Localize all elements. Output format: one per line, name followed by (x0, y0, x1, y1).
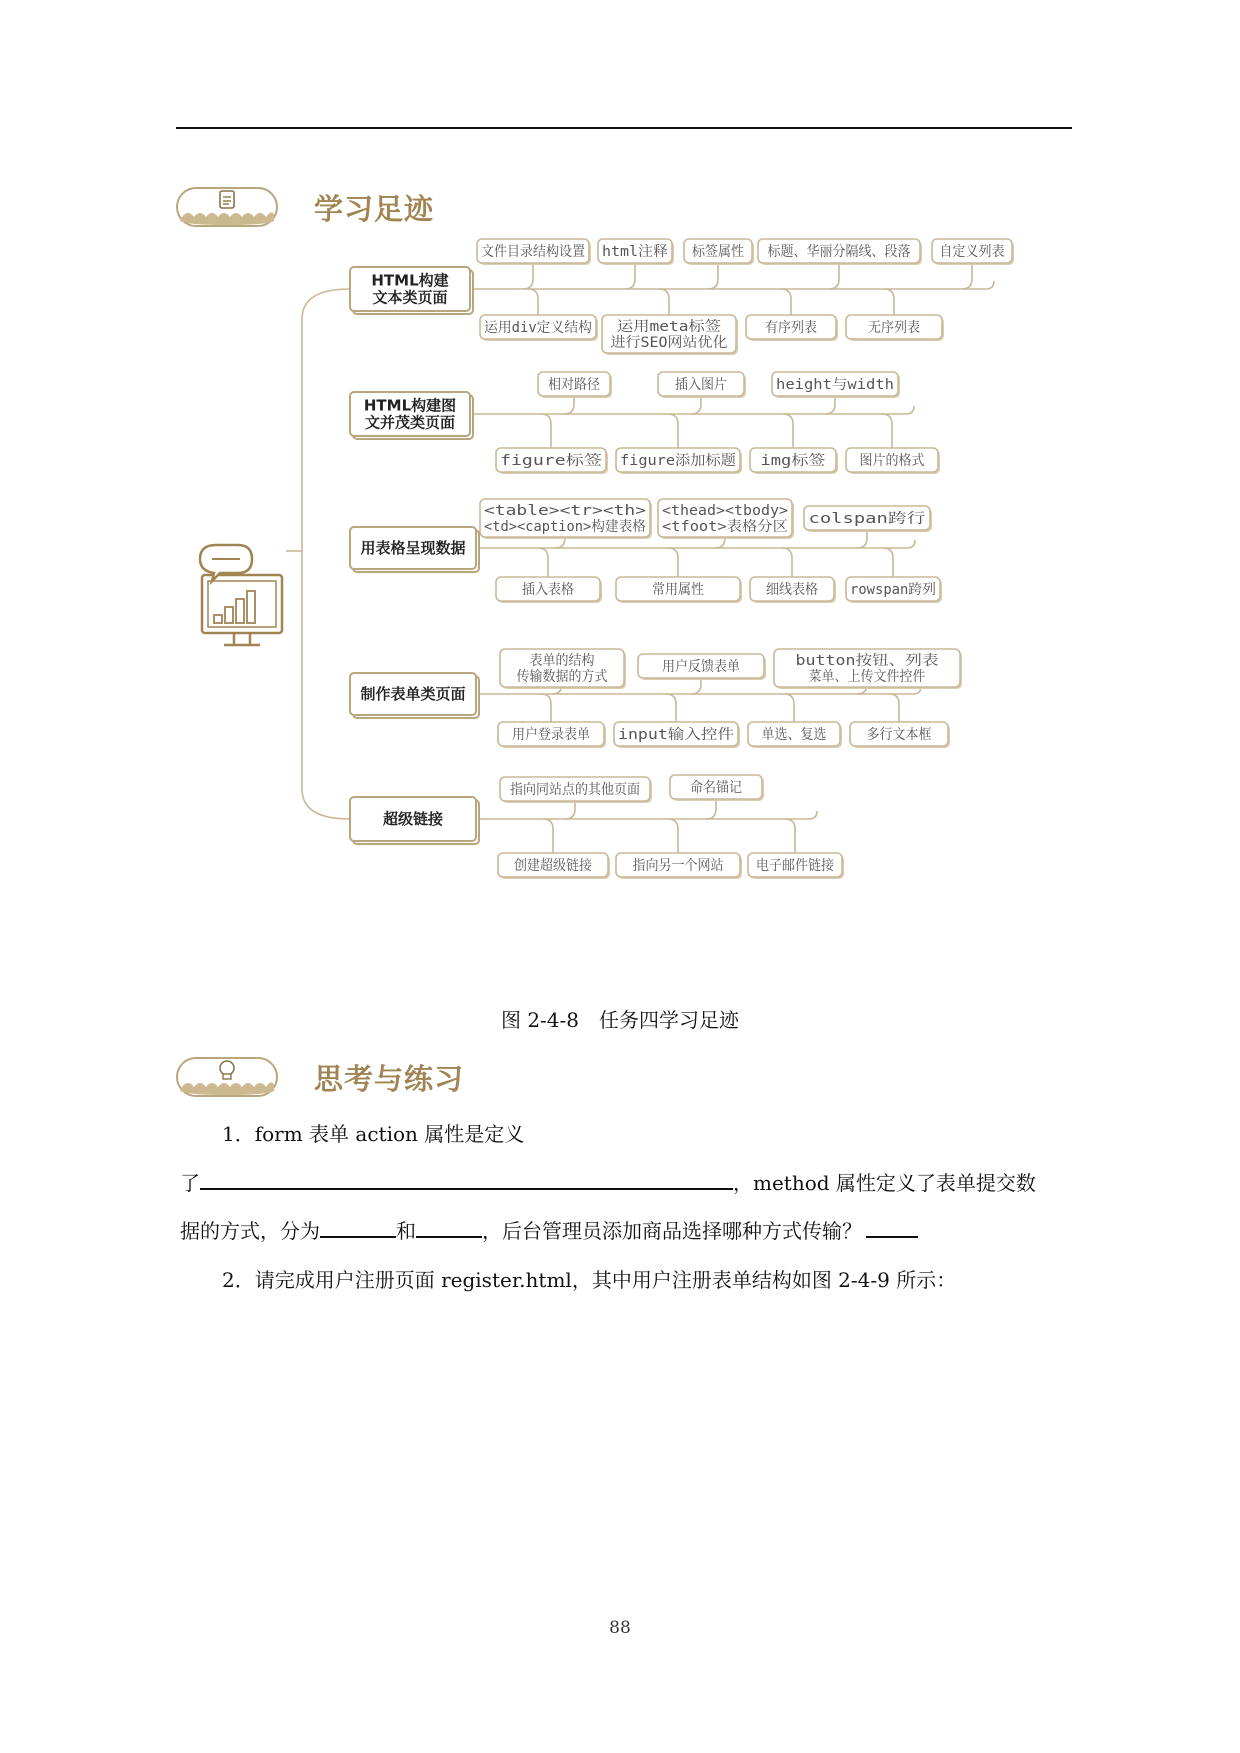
mind-map-node (477, 239, 591, 265)
node-label: figure添加标题 (620, 453, 727, 469)
node-label: rowspan跨列 (850, 582, 936, 598)
mind-map-node (500, 649, 626, 689)
node-label: height与width (776, 377, 894, 393)
category-label: HTML构建 (371, 271, 449, 290)
mind-map-node (498, 853, 610, 879)
section-title: 学习足迹 (314, 192, 435, 226)
mind-map-node (846, 577, 942, 603)
answer-blank[interactable] (200, 1170, 733, 1190)
chat-chart-monitor-icon (200, 545, 282, 645)
node-label: 细线表格 (766, 582, 822, 598)
mind-map-node (616, 577, 742, 603)
question-1-text: ，method 属性定义了表单提交数 (733, 1171, 1036, 1195)
mind-map-node (932, 239, 1014, 265)
node-label: 图片的格式 (859, 453, 930, 469)
mind-map-node (684, 239, 754, 265)
node-label: 运用meta标签 (617, 319, 707, 335)
mind-map-node (758, 239, 922, 265)
mind-map-node (750, 577, 836, 603)
category-label: HTML构建图 (363, 396, 457, 415)
node-label: 用户反馈表单 (662, 659, 746, 675)
node-label: 多行文本框 (866, 727, 937, 743)
clipboard-icon (176, 187, 278, 227)
question-1-line-3 (180, 1215, 918, 1244)
node-label: <table><tr><th> (484, 503, 646, 519)
question-1-text: ，后台管理员添加商品选择哪种方式传输？ (482, 1219, 862, 1243)
mind-map-node (616, 448, 742, 474)
node-label: 传输数据的方式 (516, 669, 615, 685)
mind-map-node (850, 722, 950, 748)
mind-map-node (614, 722, 740, 748)
node-label: 插入图片 (675, 377, 731, 393)
node-label: 文件目录结构设置 (481, 244, 593, 260)
node-label: <tfoot>表格分区 (662, 519, 778, 535)
question-1-text: 了 (180, 1171, 200, 1195)
mind-map-node (498, 722, 606, 748)
mind-map (190, 244, 1050, 965)
answer-blank[interactable] (416, 1218, 482, 1238)
node-label: 有序列表 (765, 320, 821, 336)
mind-map-node (748, 853, 844, 879)
node-label: 命名锚记 (690, 780, 746, 796)
node-label: <td><caption>构建表格 (484, 519, 650, 535)
node-label: 无序列表 (868, 320, 924, 336)
node-label: 标题、华丽分隔线、段落 (767, 244, 922, 260)
figure-caption: 图 2-4-8 任务四学习足迹 (500, 1008, 740, 1032)
node-label: 相对路径 (548, 377, 604, 393)
node-label: 菜单、上传文件控件 (808, 669, 935, 685)
node-label: 插入表格 (522, 582, 578, 598)
node-label: input输入控件 (618, 727, 717, 743)
category-label: 文本类页面 (372, 288, 448, 307)
mind-map-node (616, 853, 742, 879)
mind-map-node (750, 448, 838, 474)
node-label: img标签 (760, 453, 814, 469)
node-label: 表单的结构 (529, 653, 600, 669)
mind-map-category (350, 527, 479, 572)
node-label: 进行SEO网站优化 (610, 335, 720, 351)
category-label: 超级链接 (382, 810, 444, 828)
node-label: 用户登录表单 (512, 727, 596, 743)
mind-map-node (538, 372, 612, 398)
question-2: 2．请完成用户注册页面 register.html，其中用户注册表单结构如图 2-4-9 所示： (222, 1268, 957, 1292)
node-label: figure标签 (500, 453, 579, 469)
node-label: 单选、复选 (761, 727, 827, 743)
header-rule (176, 127, 1072, 129)
mind-map-node (496, 577, 602, 603)
lightbulb-icon (176, 1057, 278, 1097)
node-label: <thead><tbody> (662, 503, 788, 519)
mind-map-node (772, 372, 900, 398)
mind-map-category (350, 267, 473, 314)
mind-map-node (774, 649, 962, 689)
page-number: 88 (609, 1618, 631, 1638)
category-label: 文并茂类页面 (364, 413, 456, 432)
mind-map-node (602, 315, 738, 355)
node-label: 常用属性 (652, 582, 708, 598)
category-label: 制作表单类页面 (360, 685, 466, 703)
node-label: colspan跨行 (808, 511, 926, 527)
mind-map-node (846, 315, 944, 341)
mind-map-node (598, 239, 674, 265)
node-label: 创建超级链接 (514, 858, 598, 874)
answer-blank[interactable] (320, 1218, 396, 1238)
mind-map-node (480, 499, 652, 539)
mind-map-category (350, 797, 479, 844)
node-label: html注释 (602, 244, 668, 260)
question-1-line-2 (180, 1167, 1036, 1196)
mind-map-node (480, 315, 598, 341)
mind-map-node (804, 506, 932, 532)
node-label: 运用div定义结构 (484, 320, 594, 336)
question-1-line-1: 1．form 表单 action 属性是定义 (222, 1122, 525, 1146)
node-label: 标签属性 (692, 244, 748, 260)
question-1-text: 据的方式，分为 (180, 1219, 320, 1243)
mind-map-node (638, 654, 766, 680)
mind-map-category (350, 392, 473, 439)
mind-map-node (748, 722, 842, 748)
mind-map-node (496, 448, 608, 474)
question-1-text: 和 (396, 1219, 416, 1243)
mind-map-node (846, 448, 940, 474)
node-label: 自定义列表 (939, 244, 1010, 260)
mind-map-node (746, 315, 838, 341)
mind-map-node (670, 775, 764, 801)
answer-blank[interactable] (866, 1218, 918, 1238)
node-label: 指向另一个网站 (632, 858, 731, 874)
node-label: 指向同站点的其他页面 (510, 782, 650, 798)
mind-map-node (500, 777, 652, 803)
category-label: 用表格呈现数据 (360, 539, 466, 557)
node-label: 电子邮件链接 (756, 858, 840, 874)
mind-map-category (350, 673, 479, 718)
section-title: 思考与练习 (314, 1062, 465, 1096)
mind-map-node (658, 499, 794, 539)
mind-map-node (658, 372, 746, 398)
node-label: button按钮、列表 (795, 653, 917, 669)
